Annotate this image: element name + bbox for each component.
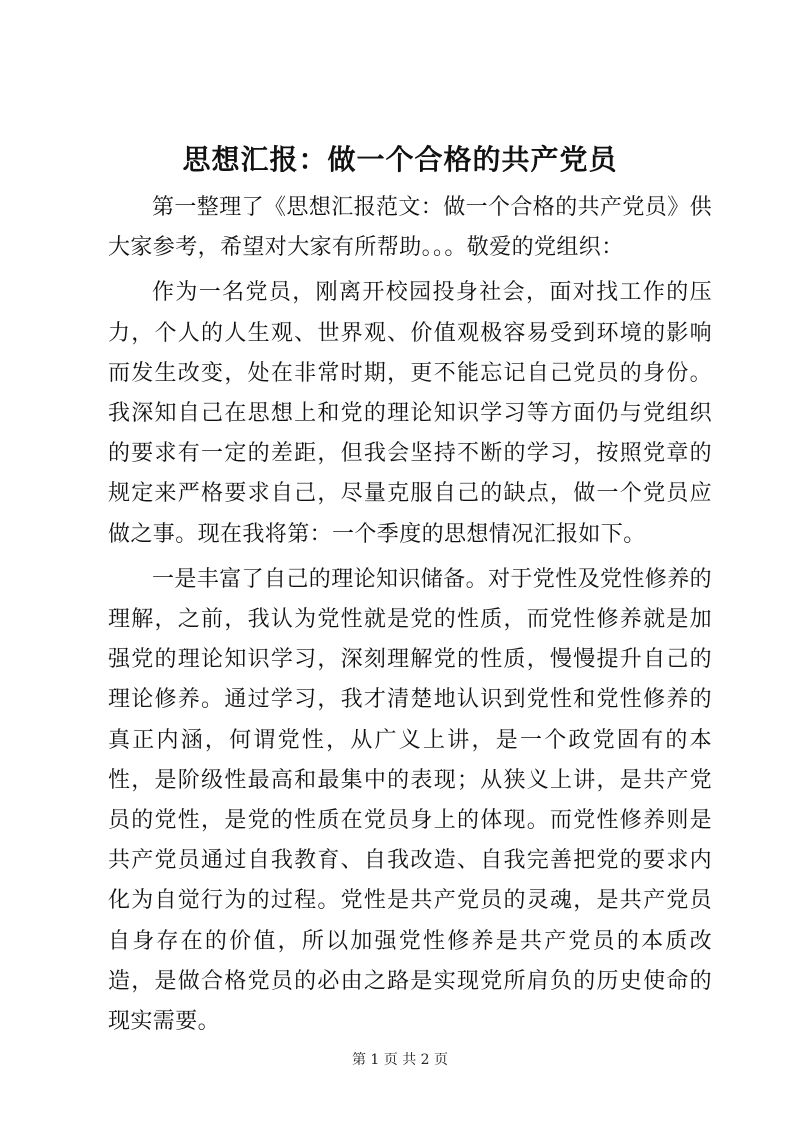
- paragraph-theory-study: 一是丰富了自己的理论知识储备。对于党性及党性修养的理解，之前，我认为党性就是党的性质，而党性修养就是加强党的理论知识学习，深刻理解党的性质，慢慢提升自己的理论修养。通过学习，我才清楚地认识到党性和党性修养的真正内涵，何谓党性，从广义上讲，是一个政党固有的本性，是阶级性最高和最集中的表现；从狭义上讲，是共产党员的党性，是党的性质在党员身上的体现。而党性修养则是共产党员通过自我教育、自我改造、自我完善把党的要求内化为自觉行为的过程。党性是共产党员的灵魂，是共产党员自身存在的价值，所以加强党性修养是共产党员的本质改造，是做合格党员的必由之路是实现党所肩负的历史使命的现实需要。: [108, 566, 713, 1035]
- document-title: 思想汇报：做一个合格的共产党员: [182, 143, 618, 176]
- paragraph-intro: 第一整理了《思想汇报范文：做一个合格的共产党员》供大家参考，希望对大家有所帮助。。。敬爱的党组织：: [108, 195, 713, 261]
- paragraph-self-reflection: 作为一名党员，刚离开校园投身社会，面对找工作的压力，个人的人生观、世界观、价值观极容易受到环境的影响而发生改变，处在非常时期，更不能忘记自己党员的身份。我深知自己在思想上和党的理论知识学习等方面仍与党组织的要求有一定的差距，但我会坚持不断的学习，按照党章的规定来严格要求自己，尽量克服自己的缺点，做一个党员应做之事。现在我将第：一个季度的思想情况汇报如下。: [108, 280, 712, 547]
- page-number-footer: 第 1 页 共 2 页: [351, 1052, 449, 1068]
- document-body: [108, 188, 712, 1042]
